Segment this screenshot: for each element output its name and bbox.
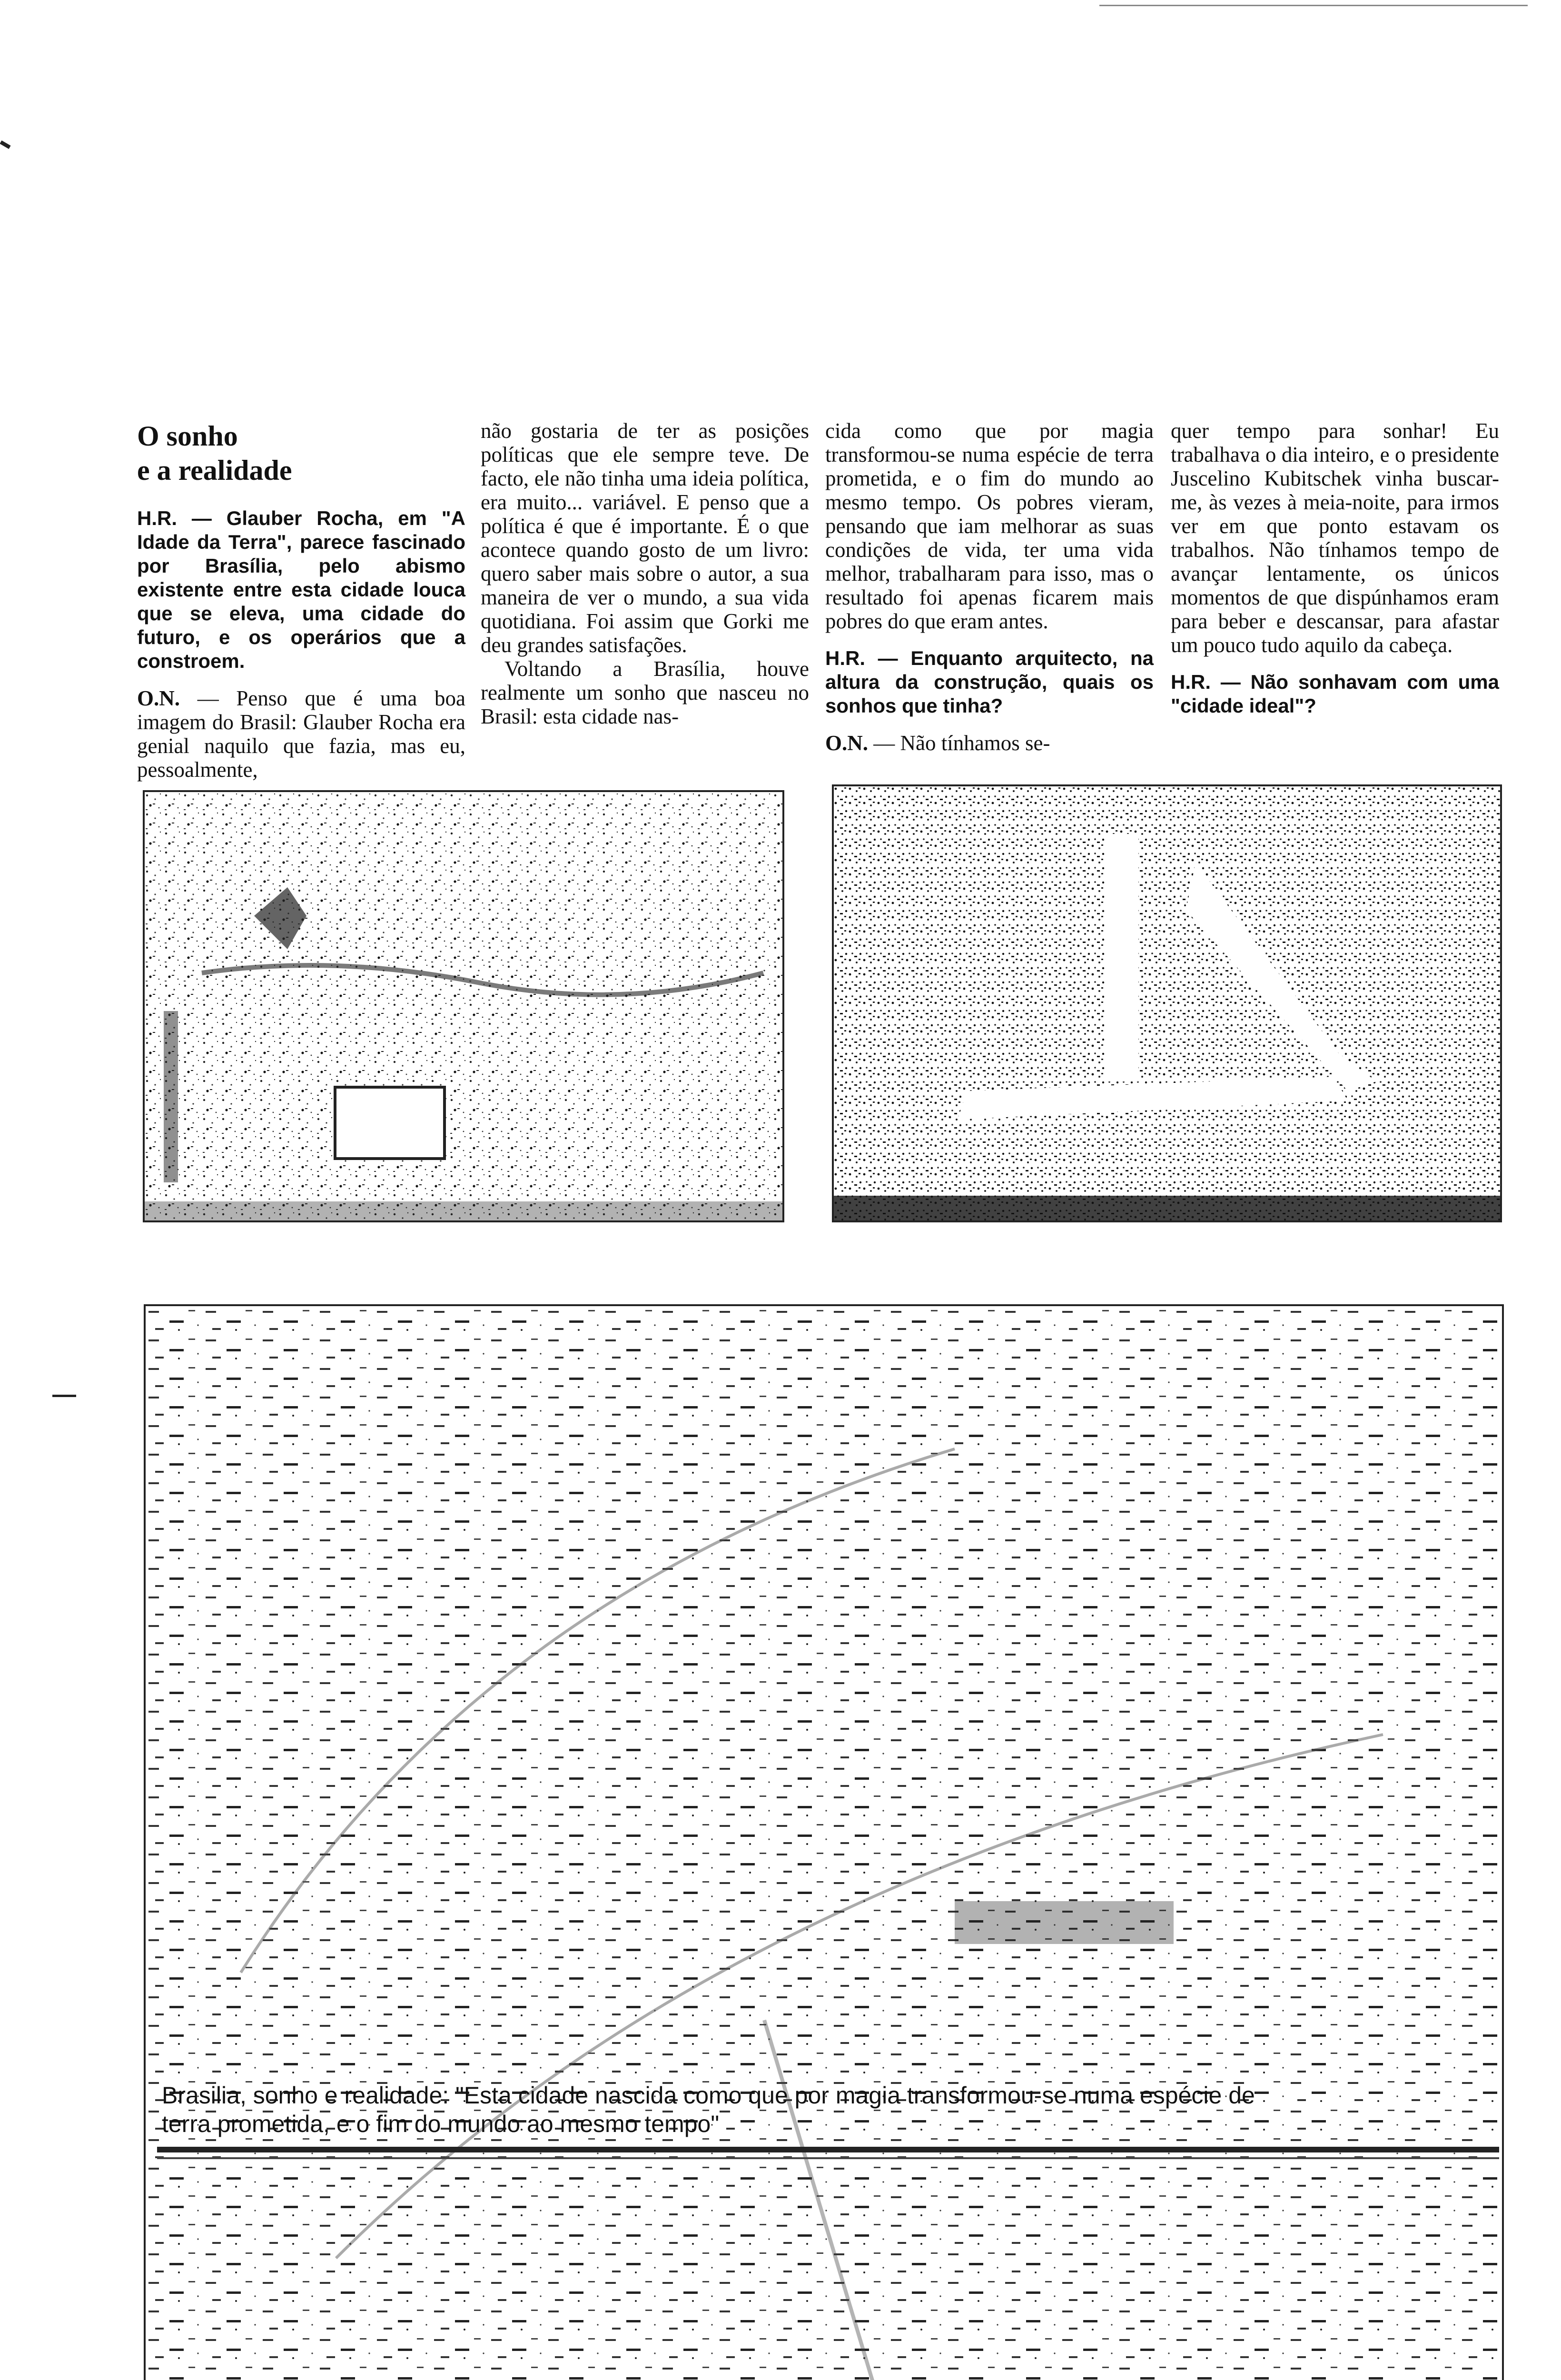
caption-line-2: terra prometida, e o fim do mundo ao mesmo tempo" xyxy=(162,2111,720,2137)
top-edge-line xyxy=(1099,5,1528,6)
question-2-text: — Enquanto arquitecto, na altura da construção, quais os sonhos que tinha? xyxy=(825,647,1154,717)
section-title xyxy=(137,419,465,487)
photo-aerial-city xyxy=(144,1304,1504,2380)
paragraph-4a: quer tempo para sonhar! Eu trabalhava o dia inteiro, e o presidente Juscelino Kubitschek vinha buscar-me, às vezes à meia-noite, para irmos ver em que ponto estavam os trabalhos. Não tínhamos tempo de avançar lentamente, os únicos momentos de que dispúnhamos eram para beber e descansar, para afastar um pouco tudo aquilo da cabeça. xyxy=(1171,419,1499,657)
caption-line-1: Brasilia, sonho e realidade: "Esta cidade nascida como que por magia transformou-se numa espécie de xyxy=(162,2082,1255,2109)
question-1 xyxy=(137,506,465,673)
answer-2 xyxy=(825,731,1154,755)
photo-construction-graphic xyxy=(145,792,782,1220)
photo-caption xyxy=(162,2081,1494,2138)
answer-1-text: — Penso que é uma boa imagem do Brasil: Glauber Rocha era genial naquilo que fazia, mas eu, pessoalmente, xyxy=(137,686,465,782)
photo-aerial-graphic xyxy=(146,1306,1502,2380)
question-2 xyxy=(825,646,1154,718)
answer-1 xyxy=(137,686,465,782)
answer-2-text: — Não tínhamos se- xyxy=(873,731,1050,755)
photo-monument-graphic xyxy=(834,786,1500,1220)
scan-mark-left-mid xyxy=(52,1395,76,1397)
paragraph-2b: Voltando a Brasília, houve realmente um sonho que nasceu no Brasil: esta cidade nas- xyxy=(481,657,809,728)
title-line-1: O sonho xyxy=(137,420,238,452)
photo-monument xyxy=(832,784,1502,1222)
title-line-2: e a realidade xyxy=(137,455,292,486)
scan-mark-left-top xyxy=(0,140,11,149)
paragraph-2a: não gostaria de ter as posições políticas que ele sempre teve. De facto, ele não tinha uma ideia política, era muito... variável. E penso que a política é que é importante. É o que acontece quando gosto de um livro: quero saber mais sobre o autor, a sua maneira de ver o mundo, a sua vida quotidiana. Foi assim que Gorki me deu grandes satisfações. xyxy=(481,419,809,657)
question-3-text: — Não sonhavam com uma "cidade ideal"? xyxy=(1171,671,1500,717)
bottom-rule-thick xyxy=(157,2147,1499,2152)
photo-construction-workers xyxy=(143,790,784,1222)
bottom-rule-thin xyxy=(157,2157,1499,2159)
speaker-hr: H.R. xyxy=(137,507,177,529)
column-3 xyxy=(825,419,1154,755)
speaker-on: O.N. xyxy=(825,731,868,755)
question-3 xyxy=(1171,670,1499,718)
question-1-text: — Glauber Rocha, em "A Idade da Terra", parece fascinado por Brasília, pelo abismo existente entre esta cidade louca que se eleva, uma cidade do futuro, e os operários que a constroem. xyxy=(137,507,465,672)
column-1 xyxy=(137,419,465,782)
column-4 xyxy=(1171,419,1499,718)
paragraph-3a: cida como que por magia transformou-se numa espécie de terra prometida, e o fim do mundo ao mesmo tempo. Os pobres vieram, pensando que iam melhorar as suas condições de vida, ter uma vida melhor, trabalharam para isso, mas o resultado foi apenas ficarem mais pobres do que eram antes. xyxy=(825,419,1154,633)
speaker-on: O.N. xyxy=(137,686,180,710)
column-2 xyxy=(481,419,809,728)
speaker-hr: H.R. xyxy=(825,647,865,669)
speaker-hr: H.R. xyxy=(1171,671,1211,693)
